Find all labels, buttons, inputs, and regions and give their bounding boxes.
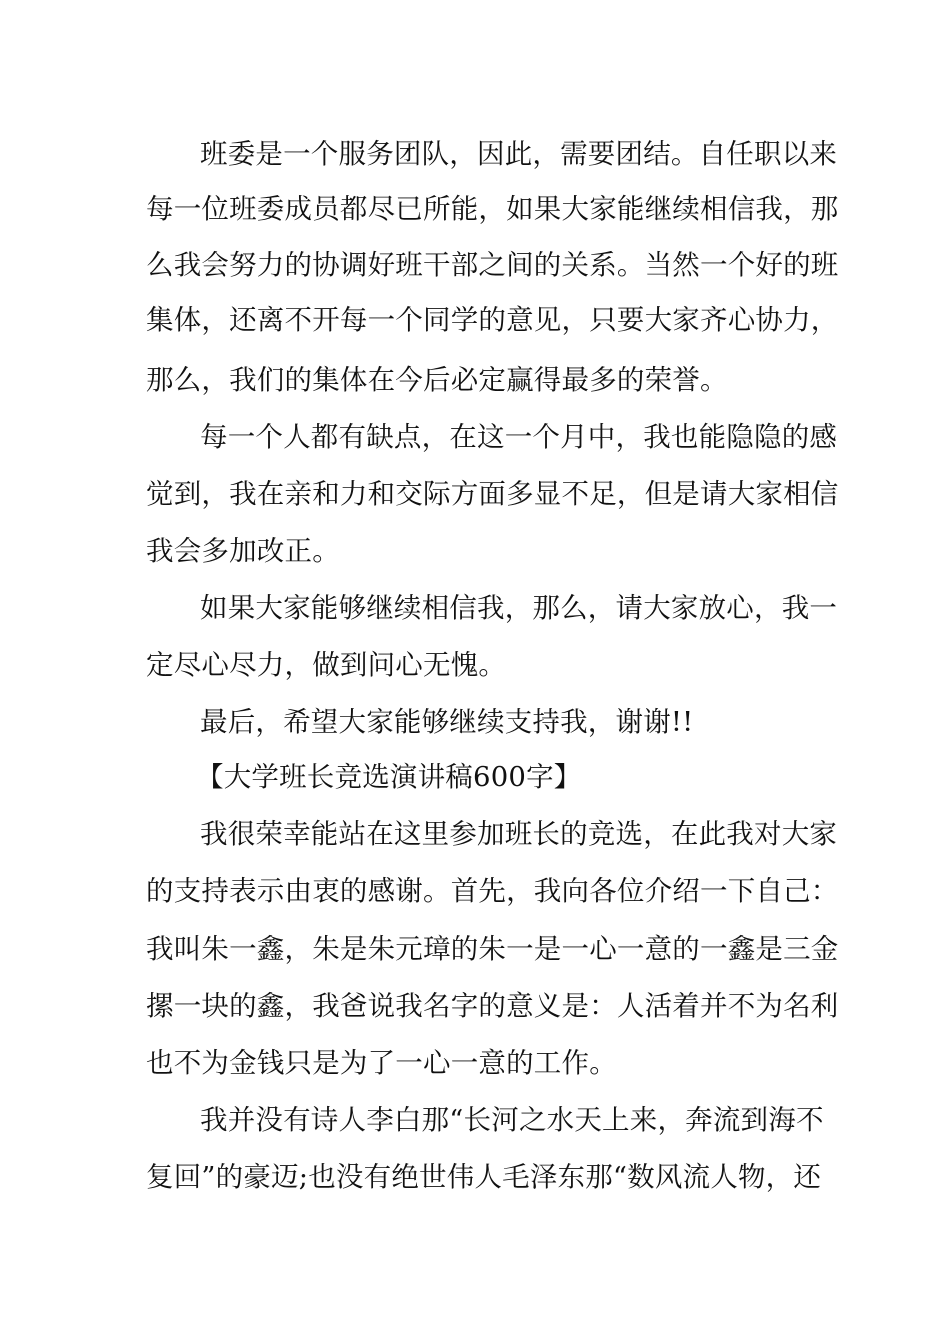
paragraph-line: 班委是一个服务团队，因此，需要团结。自任职以来: [200, 138, 838, 170]
paragraph-line: 每一个人都有缺点，在这一个月中，我也能隐隐的感: [200, 421, 838, 453]
paragraph-line: 我叫朱一鑫，朱是朱元璋的朱一是一心一意的一鑫是三金: [146, 933, 839, 965]
paragraph-line: 么我会努力的协调好班干部之间的关系。当然一个好的班: [146, 249, 839, 281]
paragraph-line: 的支持表示由衷的感谢。首先，我向各位介绍一下自己：: [146, 875, 839, 907]
paragraph-line: 复回”的豪迈;也没有绝世伟人毛泽东那“数风流人物，还: [146, 1161, 822, 1193]
paragraph-line: 每一位班委成员都尽已所能，如果大家能继续相信我，那: [146, 193, 839, 225]
paragraph-line: 我很荣幸能站在这里参加班长的竞选，在此我对大家: [200, 818, 838, 850]
paragraph-line: 我会多加改正。: [146, 535, 340, 567]
section-heading: 【大学班长竞选演讲稿600字】: [196, 761, 582, 793]
paragraph-line: 觉到，我在亲和力和交际方面多显不足，但是请大家相信: [146, 478, 839, 510]
paragraph-line: 最后，希望大家能够继续支持我，谢谢!!: [200, 706, 694, 738]
paragraph-line: 如果大家能够继续相信我，那么，请大家放心，我一: [200, 592, 838, 624]
paragraph-line: 我并没有诗人李白那“长河之水天上来，奔流到海不: [200, 1104, 824, 1136]
paragraph-line: 摞一块的鑫，我爸说我名字的意义是：人活着并不为名利: [146, 990, 839, 1022]
paragraph-line: 集体，还离不开每一个同学的意见，只要大家齐心协力，: [146, 304, 839, 336]
paragraph-line: 定尽心尽力，做到问心无愧。: [146, 649, 507, 681]
paragraph-line: 那么，我们的集体在今后必定赢得最多的荣誉。: [146, 364, 728, 396]
paragraph-line: 也不为金钱只是为了一心一意的工作。: [146, 1047, 617, 1079]
